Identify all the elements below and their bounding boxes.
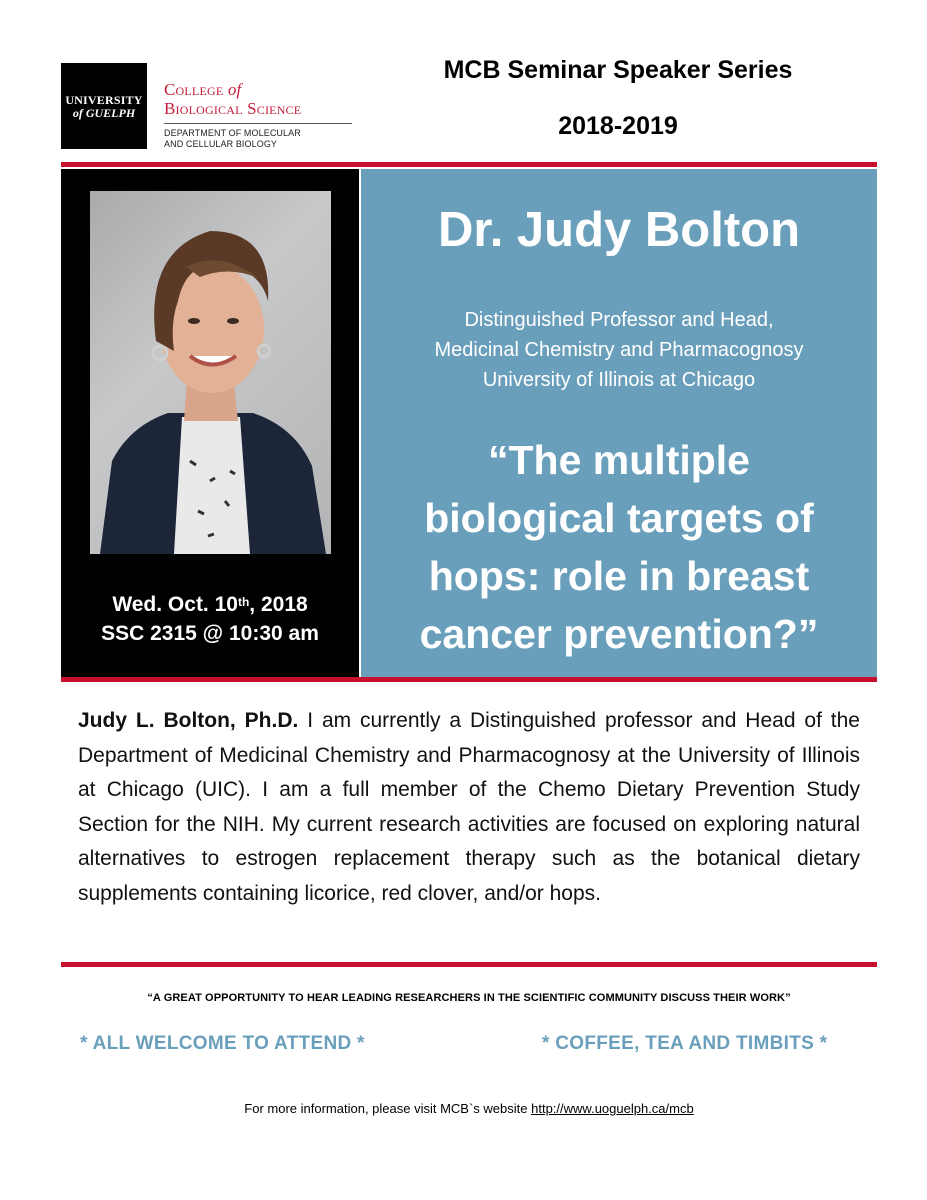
event-date: Wed. Oct. 10th, 2018 [112,593,308,616]
speaker-affiliation [361,305,877,395]
more-info [61,1101,877,1116]
speaker-name: Dr. Judy Bolton [437,203,801,257]
speaker-bio [78,704,860,911]
college-name-line2: Biological Science [164,99,302,118]
series-year: 2018-2019 [558,112,678,140]
series-title: MCB Seminar Speaker Series [443,56,793,84]
talk-title-line: “The multiple [488,437,750,483]
top-divider [61,162,877,167]
event-date-location [61,590,359,648]
all-welcome-note: * ALL WELCOME TO ATTEND * [80,1033,365,1054]
college-logo [164,80,364,150]
more-info-text: For more information, please visit MCB`s website [244,1101,532,1116]
bio-text: I am currently a Distinguished professor and Head of the Department of Medicinal Chemistry and Pharmacognosy at the University of Illinois at Chicago (UIC). I am a full member of the Chemo Dietary Prevention Study Section for the NIH. My current research activities are focused on exploring natural alternatives to estrogen replacement therapy such as the botanical dietary supplements containing licorice, red clover, and/or hops. [78,709,860,905]
talk-title-line: biological targets of [424,495,814,541]
talk-title [361,431,877,663]
university-of-guelph-logo [61,63,147,149]
college-name-line1: College of [164,80,242,99]
refreshments-note: * COFFEE, TEA AND TIMBITS * [542,1033,828,1054]
logo-line-guelph: of GUELPH [72,105,136,120]
affiliation-line: University of Illinois at Chicago [482,369,756,391]
bio-name: Judy L. Bolton, Ph.D. [78,709,299,732]
logo-line-university: UNIVERSITY [65,92,143,107]
logo-divider [164,123,352,124]
talk-title-line: cancer prevention?” [419,611,819,657]
department-line1: DEPARTMENT OF MOLECULAR [164,128,301,138]
mcb-website-link[interactable]: http://www.uoguelph.ca/mcb [531,1101,694,1116]
affiliation-line: Distinguished Professor and Head, [464,309,774,331]
speaker-portrait-image [90,191,331,554]
affiliation-line: Medicinal Chemistry and Pharmacognosy [434,339,804,361]
bio-bottom-divider [61,962,877,967]
panel-bottom-divider [61,677,877,682]
event-location-time: SSC 2315 @ 10:30 am [101,622,319,645]
promo-quote: “A GREAT OPPORTUNITY TO HEAR LEADING RESEARCHERS IN THE SCIENTIFIC COMMUNITY DISCUSS THEIR WORK” [147,992,791,1004]
talk-title-line: hops: role in breast [428,553,810,599]
speaker-photo [90,191,331,554]
department-line2: AND CELLULAR BIOLOGY [164,139,278,149]
